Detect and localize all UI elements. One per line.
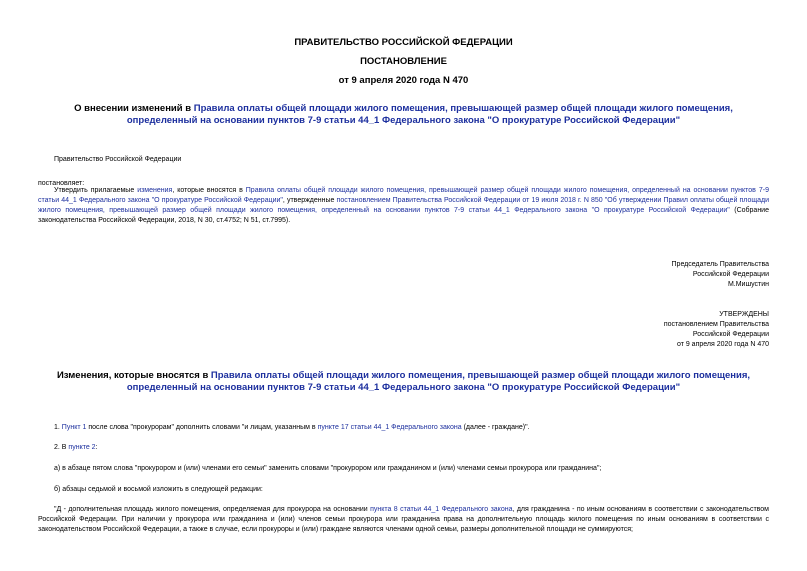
government-header: ПРАВИТЕЛЬСТВО РОССИЙСКОЙ ФЕДЕРАЦИИ: [294, 37, 513, 48]
approved-block: [664, 310, 769, 350]
item-1: [54, 423, 530, 433]
decree-850-link[interactable]: постановлением Правительства Российской Федерации от 19 июля 2018 г. N 850 "Об утверждении Правил оплаты общей площади жилого помещения, превышающей размер общей площади жилого помещения, определенный на основании пунктов 7-9 статьи 44_1 Федерального закона "О прокуратуре Российской Федерации": [38, 197, 769, 214]
quote-text-1: "Д - дополнительная площадь жилого помещения, определяемая для прокурора на основании: [54, 506, 371, 513]
approved-line-3: от 9 апреля 2020 года N 470: [676, 341, 769, 348]
decree-word: постановляет:: [38, 180, 85, 187]
changes-title: [38, 370, 769, 394]
item-1-point-link[interactable]: Пункт 1: [61, 424, 87, 431]
changes-title-rules-link[interactable]: Правила оплаты общей площади жилого помещения, превышающей размер общей площади жилого помещения, определенный на основании пунктов 7-9 статьи 44_1 Федерального закона "О прокуратуре Российской Федерации": [126, 370, 751, 393]
title-prefix: О внесении изменений в: [74, 103, 194, 114]
approved-line-2: Российской Федерации: [692, 331, 769, 338]
title-rules-link[interactable]: Правила оплаты общей площади жилого помещения, превышающей размер общей площади жилого помещения, определенный на основании пунктов 7-9 статьи 44_1 Федерального закона "О прокуратуре Российской Федерации": [126, 103, 733, 126]
rules-link[interactable]: Правила оплаты общей площади жилого помещения, превышающей размер общей площади жилого помещения, определенный на основании пунктов 7-9 статьи 44_1 Федерального закона "О прокуратуре Российской Федерации": [38, 187, 769, 204]
item-2-text-1: 2. В: [54, 444, 69, 451]
approved-line-1: постановлением Правительства: [663, 321, 769, 328]
document-title: [55, 103, 752, 127]
signature-position-1: Председатель Правительства: [671, 261, 769, 268]
item-2: [54, 443, 98, 453]
item-1-number: 1.: [54, 424, 62, 431]
subitem-a: а) в абзаце пятом слова "прокурором и (или) членами его семьи" заменить словами "прокурором или гражданином и (или) членами семьи прокурора или гражданина";: [54, 465, 602, 472]
approve-text-3: , утвержденные: [282, 197, 337, 204]
item-1-text-2: (далее - граждане)".: [461, 424, 530, 431]
changes-title-prefix: Изменения, которые вносятся в: [56, 370, 211, 381]
approve-paragraph: [38, 186, 769, 226]
item-2-text-2: :: [95, 444, 98, 451]
quoted-paragraph: [38, 505, 769, 535]
changes-link[interactable]: изменения: [137, 187, 173, 194]
subitem-b: б) абзацы седьмой и восьмой изложить в следующей редакции:: [54, 486, 263, 493]
quote-law-link[interactable]: пункта 8 статьи 44_1 Федерального закона: [370, 506, 513, 513]
government-line: Правительство Российской Федерации: [54, 156, 182, 163]
quote-text-2: , для гражданина - по иным основаниям в соответствии с законодательством Российской Федерации. При наличии у прокурора или гражданина и (или) членов семьи прокурора или гражданина права на дополнительную площадь жилого помещения по иным основаниям в соответствии с законодательством Российской Федерации, а также в случае, если прокуроры и (или) граждане являются членами одной семьи, размеры дополнительной площади не суммируются;: [38, 506, 769, 533]
approve-text-4: (Собрание законодательства Российской Федерации, 2018, N 30, ст.4752; N 51, ст.7995).: [38, 207, 769, 224]
item-2-point-link[interactable]: пункте 2: [68, 444, 96, 451]
item-1-text-1: после слова "прокурорам" дополнить словами "и лицам, указанным в: [86, 424, 318, 431]
signature-name: М.Мишустин: [727, 281, 769, 288]
approved-label: УТВЕРЖДЕНЫ: [719, 311, 769, 318]
signature-position-2: Российской Федерации: [692, 271, 769, 278]
signature-block: [672, 260, 769, 290]
document-type: ПОСТАНОВЛЕНИЕ: [360, 56, 447, 67]
item-1-law-link[interactable]: пункте 17 статьи 44_1 Федерального закона: [317, 424, 462, 431]
approve-text-2: , которые вносятся в: [172, 187, 246, 194]
approve-text-1: Утвердить прилагаемые: [54, 187, 138, 194]
document-date-number: от 9 апреля 2020 года N 470: [338, 75, 469, 86]
